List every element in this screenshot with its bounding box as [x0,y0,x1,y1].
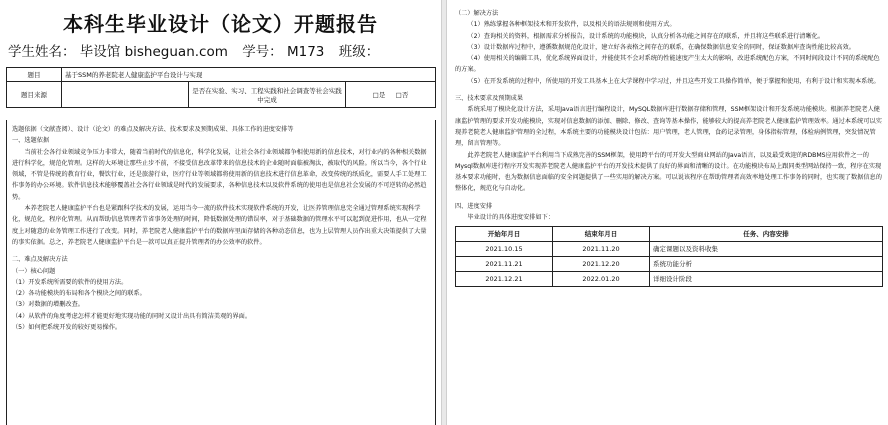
body-paragraph: （3）设计数据库过程中，遵循数据规范化设计，建立好各表格之间存在的联系，在确保数据信息安全的同时，保证数据库查询性能比较高效。 [467,43,855,51]
body-paragraph: 当前社会各行业领域竞争压力非常大，随着当前时代的信息化，科学化发展，让社会各行业领域都争相使用新的信息技术，对行业内的各种相关数据进行科学化，规范化管理。这样的大环境让那些止步不前，不接受信息改革带来的信息技术的企业随时面临被淘汰，被取代的风险。所以当今，各个行业领域，不管是传统的教育行业，餐饮行业，还是旅游行业，医疗行业等领域都将使用新的信息技术进行信息革命，改变传统的纸质化，需要人手工处理工作事务的办公环境。软件信息技术能够覆盖社会各行业领域是时代的发展要求，各种信息技术以及软件系统的使用也是信息社会发展的不可逆转的必然趋势。 [12,148,427,201]
schedule-start: 2021.10.15 [456,242,553,257]
student-class: 班级： [338,44,380,60]
body-paragraph: 本养老院老人健康监护平台也是紧跟科学技术的发展，运用当今一流的软件技术实现软件系统的开发，让医养管理信息完全通过管理系统实现科学化，规范化，程序化管理。从而帮助信息管理者节省事务处理的时间，降低数据处理的错误率，对于基础数据的管理水平可以起到促进作用，也从一定程度上对随意的业务管理工作进行了改变。同时，养老院老人健康监护平台的数据库里面存储的各种动态信息，也为上层管理人员作出重大决策提供了大量的事实依据。总之，养老院老人健康监护平台是一款可以真正提升管理者的办公效率的软件。 [12,205,427,246]
schedule-header-start: 开始年月日 [456,227,553,242]
section-heading: （1）开发系统所需要的软件的使用方法。 [12,278,128,286]
yes-checkbox[interactable]: □是 [372,91,386,99]
schedule-header-end: 结束年月日 [553,227,650,242]
source-row [7,82,436,108]
section-heading: 二、难点及解决方法 [12,256,68,264]
topic-label: 题目 [7,68,62,82]
schedule-end: 2021.11.20 [553,242,650,257]
section-heading: 三、技术要求及预期成果 [455,95,524,103]
section-heading: （5）如何把系统开发的较好更易操作。 [12,324,122,332]
source-label: 题目来源 [7,82,62,108]
topic-row [7,68,436,82]
schedule-row [456,242,883,257]
schedule-start: 2021.11.21 [456,257,553,272]
section-heading: （4）从软件的角度考虑怎样才能更好地实现功能的同时又设计出具有简洁美观的界面。 [12,312,252,320]
source-question: 是否在实验、实习、工程实践和社会调查等社会实践中完成 [189,82,346,108]
section-heading: 一、选题依据 [12,137,50,145]
right-page [447,0,888,425]
student-number: 学号： M173 [242,44,325,60]
schedule-end: 2022.01.20 [553,272,650,287]
schedule-header-row [456,227,883,242]
student-info-line [8,40,389,60]
body-paragraph: （4）使用相关的编辑工具，优化系统界面设计，并能使其不会对系统的性能速度产生太大的影响，改进系统配色方案，不同时间段设计不同的系统配色的方案。 [455,55,880,74]
body-paragraph: 此养老院老人健康监护平台利用当下成熟完善的SSM框架，使用跨平台的可开发大型商业网站的Java语言，以及最受欢迎的RDBMS应用软件之一的Mysql数据库进行程序开发实现养老院老人健康监护平台的开发技术提供了良好的界面和清晰的设计。在功能模块布局上跟同类型网站保持一致，程序在实现基本要求功能时，也为数据信息面临的安全问题提供了一些实用的解决方案。可以说该程序在帮助管理者高效率地处理工作事务的同时，也实现了数据信息的整体化，规范化与自动化。 [455,151,882,193]
section-heading: （二）解决方法 [455,10,499,17]
schedule-table [455,226,883,287]
body-paragraph: （5）在开发系统的过程中，所使用的开发工具基本上在大学课程中学习过，并且这些开发工具操作简单，便于掌握和使用，有利于设计和实现本系统。 [467,77,880,85]
section-heading: 四、进度安排 [455,202,493,210]
no-checkbox[interactable]: □否 [395,91,409,99]
right-body-text [455,8,883,287]
schedule-header-task: 任务、内容安排 [650,227,883,242]
topic-info-table [6,67,436,108]
section-heading: （一）核心问题 [12,267,56,275]
body-paragraph: 系统采用了模块化设计方法，采用Java语言进行编程设计，MySQL数据库进行数据存储和管理，SSM框架设计和开发系统功能模块。根据养老院老人健康监护管理的要求开发功能模块，实现对信息数据的添加、删除、修改、查询等基本操作，能够较大的提高养老院老人健康监护管理效率。通过本系统可以实现养老院老人健康监护管理的全过程，本系统主要的功能模块设计包括：用户管理，老人管理，食药记录管理，身体指标管理，体检病例管理，突发情况管理，留言管理等。 [455,106,882,148]
student-name: 学生姓名： 毕设馆 bisheguan.com [8,44,228,60]
body-paragraph: （2）查询相关的资料，根据需求分析报告，设计系统的功能模块，认真分析各功能之间存在的联系，并且将这些联系进行清晰化。 [467,32,825,40]
schedule-row [456,272,883,287]
source-empty-cell [62,82,189,108]
section-heading: （2）各功能模块的布局和各个模块之间的联系。 [12,290,146,298]
schedule-task: 确定课题以及资料收集 [650,242,883,257]
schedule-row [456,257,883,272]
schedule-task: 系统功能分析 [650,257,883,272]
section-heading: （3）对数据的增删改查。 [12,301,84,309]
body-paragraph: （1）熟练掌握各种框架技术和开发软件，以及相关的语法规则和使用方式。 [467,21,676,29]
report-title: 本科生毕业设计（论文）开题报告 [63,12,378,36]
schedule-end: 2021.12.20 [553,257,650,272]
left-page [0,0,441,425]
topic-value: 基于SSM的养老院老人健康监护平台设计与实现 [62,68,436,82]
schedule-task: 详细设计阶段 [650,272,883,287]
section-heading: 选题依据（文献查阅）、设计（论文）的难点及解决方法、技术要求及预期成果、具体工作的进度安排等 [12,126,294,133]
body-paragraph: 毕业设计的具体进度安排如下： [467,214,555,222]
left-body-text [6,120,436,425]
source-options [346,82,436,108]
schedule-start: 2021.12.21 [456,272,553,287]
